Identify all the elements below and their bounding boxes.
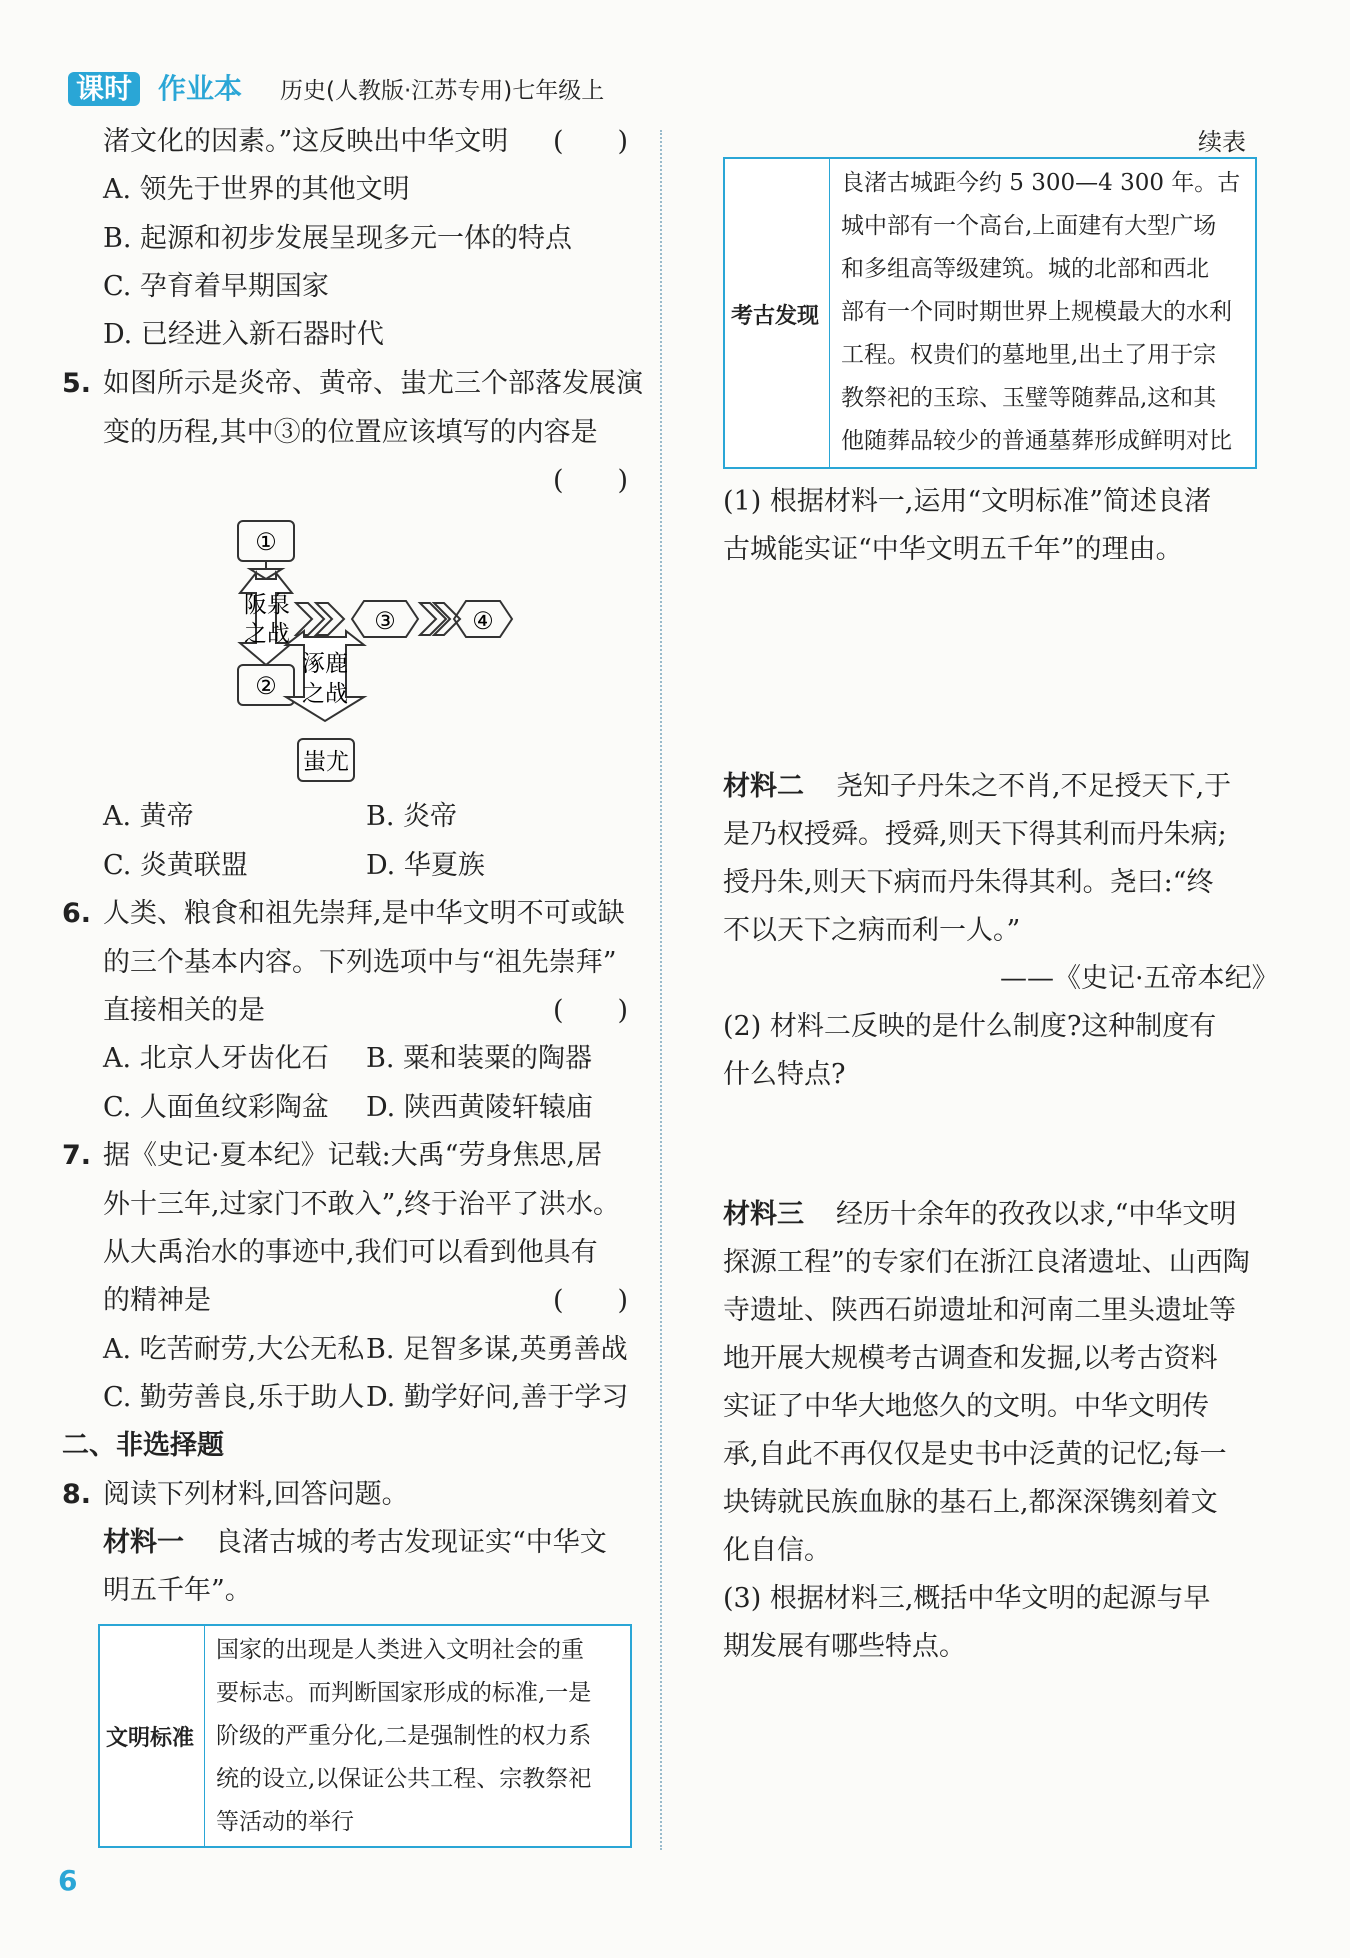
q5-answer-blank[interactable]: ( ) <box>553 465 629 496</box>
q5-option-d[interactable]: D. 华夏族 <box>366 850 485 881</box>
q6-option-c[interactable]: C. 人面鱼纹彩陶盆 <box>103 1092 329 1123</box>
q7-option-d[interactable]: D. 勤学好问,善于学习 <box>366 1382 629 1413</box>
civilization-standard-table <box>98 1624 632 1848</box>
continued-table-label: 续表 <box>1198 128 1246 156</box>
q7-option-a[interactable]: A. 吃苦耐劳,大公无私 <box>103 1334 365 1365</box>
column-divider <box>660 130 662 1850</box>
q8-sub2-line2: 什么特点? <box>723 1059 846 1090</box>
material1-line2: 明五千年”。 <box>103 1575 252 1606</box>
q8-number: 8. <box>62 1479 92 1510</box>
battle2-line2: 之战 <box>302 681 348 707</box>
book-subtitle: 历史(人教版·江苏专用)七年级上 <box>280 78 605 104</box>
q4-tail: 渚文化的因素。”这反映出中华文明 <box>103 126 509 157</box>
diagram-label-2: ② <box>255 672 277 700</box>
q6-stem-line3: 直接相关的是 <box>103 995 265 1026</box>
material3-label: 材料三 <box>723 1199 804 1230</box>
diagram-label-4: ④ <box>472 607 494 635</box>
battle1-line2: 之战 <box>244 621 290 647</box>
archaeology-table <box>723 157 1257 469</box>
table2-line: 教祭祀的玉琮、玉璧等随葬品,这和其 <box>841 385 1217 411</box>
material3-line4: 地开展大规模考古调查和发掘,以考古资料 <box>723 1343 1218 1374</box>
q7-stem-line4: 的精神是 <box>103 1285 211 1316</box>
q8-sub3-line1: (3) 根据材料三,概括中华文明的起源与早 <box>723 1583 1211 1614</box>
material2-line4: 不以天下之病而利一人。” <box>723 915 1021 946</box>
q8-intro: 阅读下列材料,回答问题。 <box>103 1479 409 1510</box>
battle-arrow-1 <box>240 573 292 665</box>
material2-source: ——《史记·五帝本纪》 <box>1000 963 1279 994</box>
q5-number: 5. <box>62 368 92 399</box>
page-number: 6 <box>58 1864 78 1897</box>
q6-option-d[interactable]: D. 陕西黄陵轩辕庙 <box>366 1092 593 1123</box>
material1-line1: 良渚古城的考古发现证实“中华文 <box>215 1527 607 1558</box>
answer-area-3[interactable] <box>723 1675 1253 1845</box>
table2-line: 工程。权贵们的墓地里,出土了用于宗 <box>841 342 1217 368</box>
q8-sub2-line1: (2) 材料二反映的是什么制度?这种制度有 <box>723 1011 1217 1042</box>
battle2-line1: 涿鹿 <box>302 651 348 677</box>
material3-line3: 寺遗址、陕西石峁遗址和河南二里头遗址等 <box>723 1295 1236 1326</box>
material3-line7: 块铸就民族血脉的基石上,都深深镌刻着文 <box>723 1487 1218 1518</box>
diagram-label-chiyou: 蚩尤 <box>303 749 349 775</box>
material3-line1: 经历十余年的孜孜以求,“中华文明 <box>836 1199 1237 1230</box>
table2-line: 良渚古城距今约 5 300—4 300 年。古 <box>841 170 1241 196</box>
q4-option-a[interactable]: A. 领先于世界的其他文明 <box>103 174 410 205</box>
q6-option-b[interactable]: B. 粟和装粟的陶器 <box>366 1043 593 1074</box>
material3-line2: 探源工程”的专家们在浙江良渚遗址、山西陶 <box>723 1247 1250 1278</box>
material2-line3: 授丹朱,则天下病而丹朱得其利。尧曰:“终 <box>723 867 1214 898</box>
q4-option-d[interactable]: D. 已经进入新石器时代 <box>103 319 384 350</box>
q6-number: 6. <box>62 898 92 929</box>
q7-answer-blank[interactable]: ( ) <box>553 1285 629 1316</box>
q7-number: 7. <box>62 1140 92 1171</box>
material3-line6: 承,自此不再仅仅是史书中泛黄的记忆;每一 <box>723 1439 1227 1470</box>
material2-line2: 是乃权授舜。授舜,则天下得其利而丹朱病; <box>723 819 1227 850</box>
table1-line: 统的设立,以保证公共工程、宗教祭祀 <box>216 1766 592 1792</box>
table1-line: 等活动的举行 <box>216 1809 354 1835</box>
material3-line8: 化自信。 <box>723 1535 831 1566</box>
table2-label: 考古发现 <box>731 304 820 329</box>
table2-line: 他随葬品较少的普通墓葬形成鲜明对比 <box>841 428 1232 454</box>
material3-line5: 实证了中华大地悠久的文明。中华文明传 <box>723 1391 1209 1422</box>
table1-line: 国家的出现是人类进入文明社会的重 <box>216 1637 584 1663</box>
q8-sub3-line2: 期发展有哪些特点。 <box>723 1631 966 1662</box>
q6-answer-blank[interactable]: ( ) <box>553 995 629 1026</box>
q5-option-c[interactable]: C. 炎黄联盟 <box>103 850 248 881</box>
q6-option-a[interactable]: A. 北京人牙齿化石 <box>103 1043 329 1074</box>
q6-stem-line1: 人类、粮食和祖先崇拜,是中华文明不可或缺 <box>103 898 625 929</box>
material2-line1: 尧知子丹朱之不肖,不足授天下,于 <box>836 771 1232 802</box>
diagram-label-3: ③ <box>374 607 396 635</box>
table2-line: 城中部有一个高台,上面建有大型广场 <box>841 213 1217 239</box>
material2-label: 材料二 <box>723 771 804 802</box>
q5-option-a[interactable]: A. 黄帝 <box>103 801 194 832</box>
q4-answer-blank[interactable]: ( ) <box>553 126 629 157</box>
table2-line: 部有一个同时期世界上规模最大的水利 <box>841 299 1232 325</box>
section-heading: 二、非选择题 <box>62 1430 224 1461</box>
answer-area-1[interactable] <box>723 580 1253 770</box>
q5-stem-line2: 变的历程,其中③的位置应该填写的内容是 <box>103 417 598 448</box>
diagram-label-1: ① <box>255 528 277 556</box>
q7-stem-line2: 外十三年,过家门不敢入”,终于治平了洪水。 <box>103 1189 620 1220</box>
q5-stem-line1: 如图所示是炎帝、黄帝、蚩尤三个部落发展演 <box>103 368 643 399</box>
q8-sub1-line1: (1) 根据材料一,运用“文明标准”简述良渚 <box>723 486 1212 517</box>
battle1-line1: 阪泉 <box>244 592 290 618</box>
answer-area-2[interactable] <box>723 1100 1253 1195</box>
table2-line: 和多组高等级建筑。城的北部和西北 <box>841 256 1209 282</box>
q4-option-b[interactable]: B. 起源和初步发展呈现多元一体的特点 <box>103 223 573 254</box>
tribe-evolution-diagram <box>220 515 520 790</box>
material1-label: 材料一 <box>103 1527 184 1558</box>
q7-stem-line1: 据《史记·夏本纪》记载:大禹“劳身焦思,居 <box>103 1140 603 1171</box>
chevron-2 <box>316 603 344 635</box>
table1-line: 要标志。而判断国家形成的标准,一是 <box>216 1680 592 1706</box>
brand-logo: 课时 <box>68 72 140 106</box>
q7-option-b[interactable]: B. 足智多谋,英勇善战 <box>366 1334 628 1365</box>
brand-title: 作业本 <box>158 72 243 105</box>
q4-option-c[interactable]: C. 孕育着早期国家 <box>103 271 329 302</box>
q7-option-c[interactable]: C. 勤劳善良,乐于助人 <box>103 1382 365 1413</box>
table1-label: 文明标准 <box>106 1726 195 1751</box>
q6-stem-line2: 的三个基本内容。下列选项中与“祖先崇拜” <box>103 947 617 978</box>
q8-sub1-line2: 古城能实证“中华文明五千年”的理由。 <box>723 534 1183 565</box>
q7-stem-line3: 从大禹治水的事迹中,我们可以看到他具有 <box>103 1237 598 1268</box>
q5-option-b[interactable]: B. 炎帝 <box>366 801 458 832</box>
table1-line: 阶级的严重分化,二是强制性的权力系 <box>216 1723 592 1749</box>
